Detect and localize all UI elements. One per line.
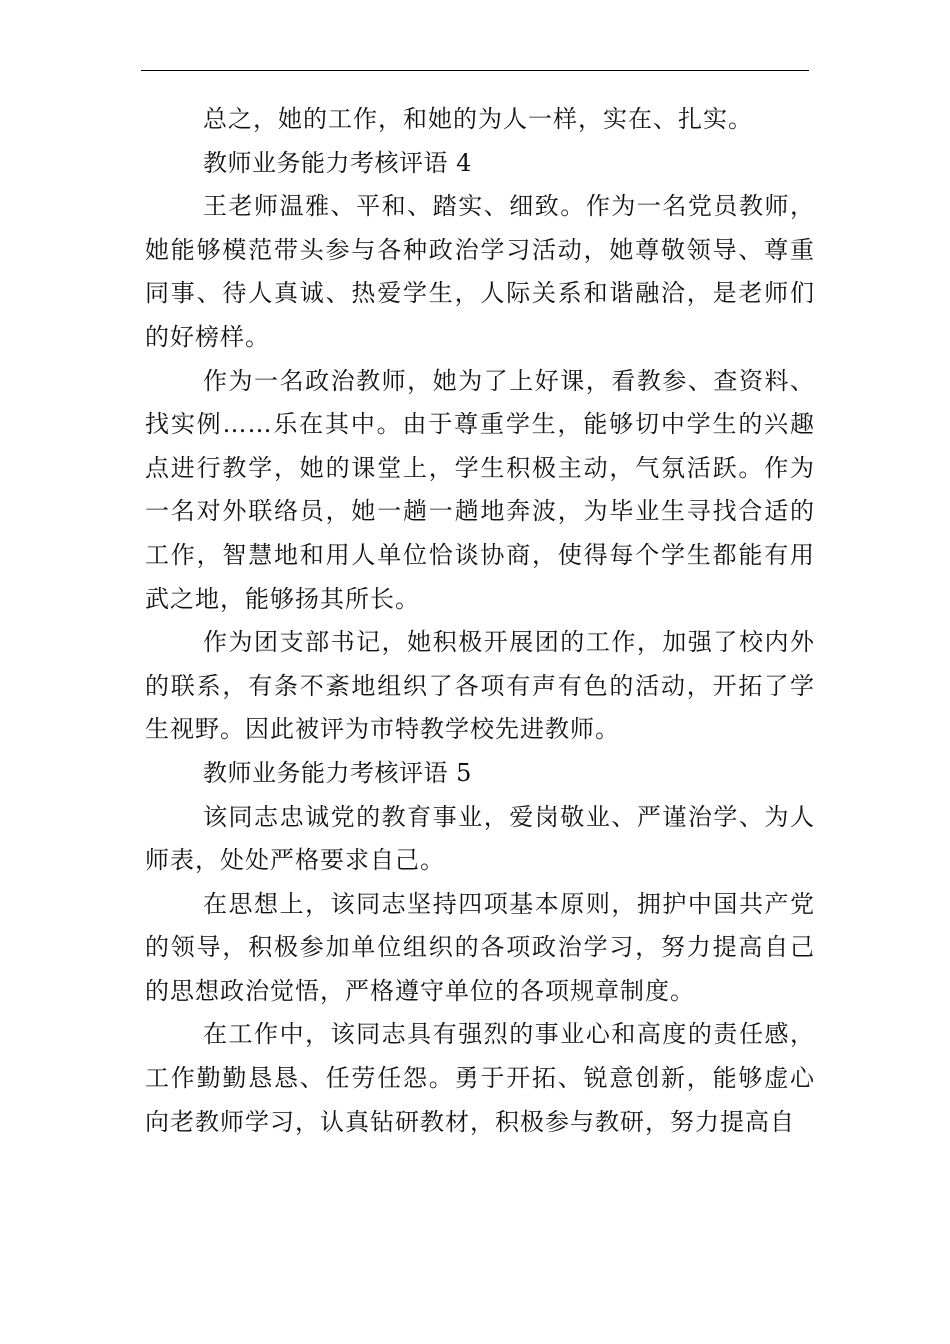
paragraph-ideology: 在思想上，该同志坚持四项基本原则，拥护中国共产党的领导，积极参加单位组织的各项政治学习，努力提高自己的思想政治觉悟，严格遵守单位的各项规章制度。	[145, 889, 815, 1005]
header-rule	[141, 70, 809, 71]
paragraph-summary: 总之，她的工作，和她的为人一样，实在、扎实。	[203, 105, 753, 133]
document-body	[145, 98, 815, 1144]
paragraph-politics-teacher: 作为一名政治教师，她为了上好课，看教参、查资料、找实例……乐在其中。由于尊重学生，能够切中学生的兴趣点进行教学，她的课堂上，学生积极主动，气氛活跃。作为一名对外联络员，她一趟一趟地奔波，为毕业生寻找合适的工作，智慧地和用人单位恰谈协商，使得每个学生都能有用武之地，能够扬其所长。	[145, 366, 815, 613]
paragraph-work: 在工作中，该同志具有强烈的事业心和高度的责任感，工作勤勤恳恳、任劳任怨。勇于开拓、锐意创新，能够虚心向老教师学习，认真钻研教材，积极参与教研，努力提高自	[145, 1020, 815, 1136]
section-heading-5: 教师业务能力考核评语 5	[203, 758, 472, 787]
paragraph-loyalty: 该同志忠诚党的教育事业，爱岗敬业、严谨治学、为人师表，处处严格要求自己。	[145, 802, 815, 875]
paragraph-league-secretary: 作为团支部书记，她积极开展团的工作，加强了校内外的联系，有条不紊地组织了各项有声有色的活动，开拓了学生视野。因此被评为市特教学校先进教师。	[145, 628, 815, 744]
section-heading-4: 教师业务能力考核评语 4	[203, 148, 472, 177]
paragraph-teacher-wang: 王老师温雅、平和、踏实、细致。作为一名党员教师，她能够模范带头参与各种政治学习活动，她尊敬领导、尊重同事、待人真诚、热爱学生，人际关系和谐融洽，是老师们的好榜样。	[145, 192, 815, 351]
